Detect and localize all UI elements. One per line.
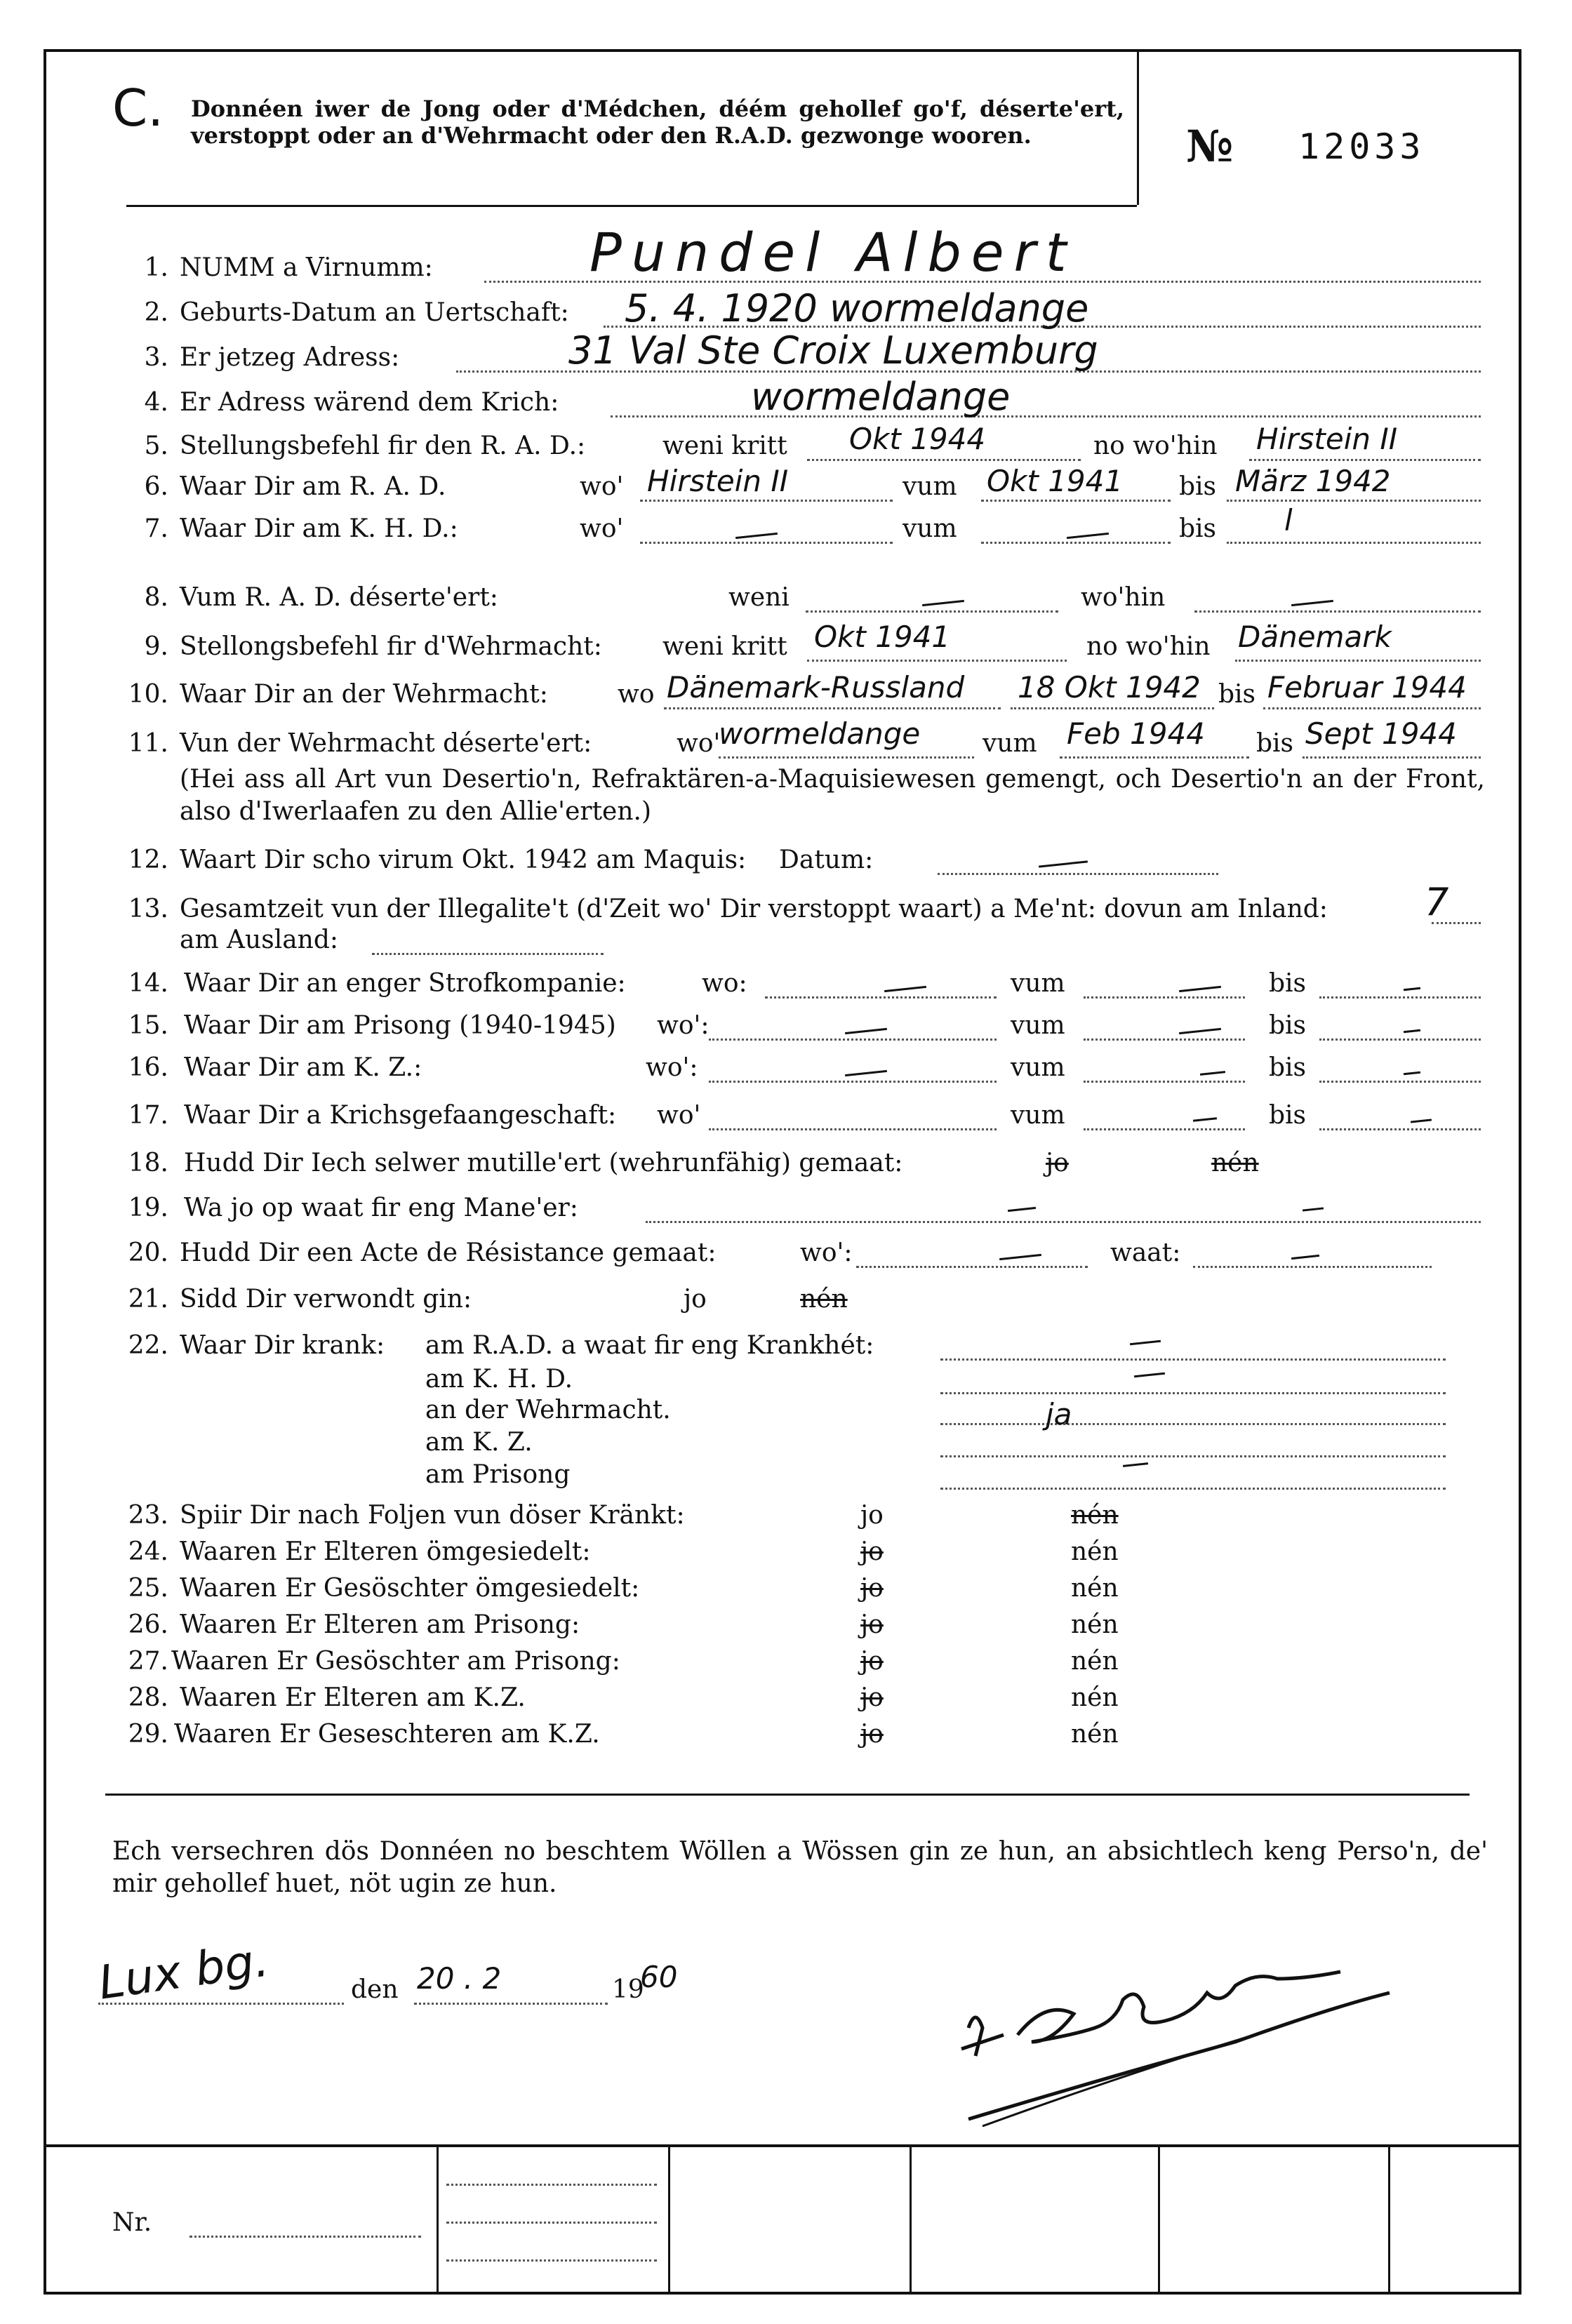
label-vum: vum [902, 472, 957, 501]
year-prefix: 19 [612, 1975, 644, 2004]
label-wo: wo': [657, 1011, 710, 1040]
label-wo: wo' [580, 514, 624, 543]
fill-line[interactable] [414, 2003, 608, 2005]
fill-line[interactable] [1084, 1128, 1245, 1130]
nr-label: Nr. [112, 2208, 152, 2237]
field-number: 7. [144, 514, 168, 543]
label-vum: vum [1011, 1101, 1065, 1130]
fill-line[interactable] [1227, 500, 1481, 502]
fill-line[interactable] [1193, 1266, 1432, 1268]
sub-label-rad: am R.A.D. a waat fir eng Krankhét: [425, 1331, 874, 1360]
handwritten-where: Hirstein II [1256, 422, 1398, 456]
option-jo[interactable]: jo [860, 1537, 884, 1566]
fill-line[interactable] [709, 1081, 997, 1083]
handwritten-inland: 7 [1425, 880, 1449, 924]
fill-line[interactable] [1303, 756, 1481, 759]
field-label: Waart Dir scho virum Okt. 1942 am Maquis: [180, 846, 747, 874]
field-number: 16. [128, 1053, 168, 1082]
field-label: Waaren Er Elteren ömgesiedelt: [180, 1537, 591, 1566]
label-bis: bis [1256, 729, 1294, 758]
field-label: Hudd Dir een Acte de Résistance gemaat: [180, 1238, 717, 1267]
fill-line[interactable] [981, 500, 1171, 502]
field-label: Waar Dir an der Wehrmacht: [180, 680, 548, 709]
handwritten-bis: März 1942 [1235, 464, 1391, 498]
fill-line[interactable] [611, 415, 1481, 418]
field-label: Geburts-Datum an Uertschaft: [180, 298, 569, 327]
handwritten-vum: Feb 1944 [1067, 716, 1205, 751]
label-when: weni kritt [662, 432, 787, 460]
fill-line[interactable] [446, 2222, 657, 2224]
field-label: Spiir Dir nach Foljen vun döser Kränkt: [180, 1501, 685, 1530]
fill-line[interactable] [765, 996, 997, 999]
field-number: 22. [128, 1331, 168, 1360]
label-wo: wo: [702, 969, 747, 998]
label-waat: waat: [1110, 1238, 1181, 1267]
fill-line[interactable] [938, 873, 1218, 875]
fill-line[interactable] [940, 1358, 1446, 1361]
handwritten-when: Okt 1941 [814, 620, 951, 654]
fill-line[interactable] [1084, 1039, 1245, 1041]
label-bis: bis [1269, 1011, 1307, 1040]
field-label: Vum R. A. D. déserte'ert: [180, 583, 498, 612]
footer-divider [437, 2144, 439, 2295]
handwritten-name: Pundel Albert [590, 221, 1077, 283]
option-jo[interactable]: jo [860, 1574, 884, 1603]
handwritten-wo: wormeldange [719, 716, 921, 751]
label-where: wo'hin [1081, 583, 1166, 612]
fill-line[interactable] [1263, 707, 1481, 709]
fill-line[interactable] [1084, 1081, 1245, 1083]
footer-top-rule [44, 2144, 1521, 2147]
option-nen[interactable]: nén [1071, 1720, 1119, 1749]
field-label: Er jetzeg Adress: [180, 343, 400, 372]
field-11-note: (Hei ass all Art vun Desertio'n, Refraktären-a-Maquisiewesen gemengt, och Desertio'n an der Front, also d'Iwerlaafen zu den Allie'erten.) [180, 765, 1485, 826]
fill-line[interactable] [1319, 1128, 1481, 1130]
footer-divider [1388, 2144, 1390, 2295]
fill-line[interactable] [664, 707, 1001, 709]
field-number: 10. [128, 680, 168, 709]
field-label: Vun der Wehrmacht déserte'ert: [180, 729, 592, 758]
option-nen[interactable]: nén [1071, 1501, 1119, 1530]
sub-label-khd: am K. H. D. [425, 1365, 573, 1394]
field-label: Sidd Dir verwondt gin: [180, 1285, 472, 1314]
option-nen[interactable]: nén [1211, 1149, 1259, 1177]
field-label: Waaren Er Gesöschter am Prisong: [171, 1647, 620, 1676]
footer-divider [910, 2144, 912, 2295]
nr-input[interactable] [189, 2236, 421, 2238]
field-label: Hudd Dir Iech selwer mutille'ert (wehrunfähig) gemaat: [184, 1149, 903, 1177]
label-wo: wo': [646, 1053, 698, 1082]
option-jo[interactable]: jo [860, 1501, 884, 1530]
label-bis: bis [1269, 1101, 1307, 1130]
handwritten-vum: Okt 1941 [987, 464, 1124, 498]
fill-line[interactable] [1235, 660, 1481, 662]
field-number: 11. [128, 729, 168, 758]
field-label: Waaren Er Geseschteren am K.Z. [174, 1720, 600, 1749]
label-date: Datum: [779, 846, 874, 874]
fill-line[interactable] [807, 660, 1067, 662]
handwritten-vum: 18 Okt 1942 [1018, 670, 1201, 704]
label-vum: vum [1011, 1053, 1065, 1082]
handwritten-place: Lux bg. [95, 1932, 272, 2010]
label-where: no wo'hin [1086, 632, 1211, 661]
handwritten-where: Dänemark [1238, 620, 1392, 654]
label-wo: wo [618, 680, 655, 709]
field-number: 2. [144, 298, 168, 327]
fill-line[interactable] [1319, 996, 1481, 999]
handwritten-date: 20 . 2 [417, 1961, 502, 1996]
sub-label-prisong: am Prisong [425, 1460, 571, 1489]
fill-line[interactable] [1011, 707, 1214, 709]
fill-line[interactable] [1249, 459, 1481, 461]
fill-line[interactable] [940, 1423, 1446, 1425]
form-title: Donnéen iwer de Jong oder d'Médchen, déém gehollef go'f, déserte'ert, verstoppt oder an d'Wehrmacht oder den R.A.D. gezwonge wooren. [191, 95, 1124, 149]
label-vum: vum [902, 514, 957, 543]
section-letter: C. [112, 79, 164, 138]
header-divider [1137, 49, 1139, 205]
handwritten-when: Okt 1944 [849, 422, 986, 456]
fill-line[interactable] [640, 500, 893, 502]
option-jo[interactable]: jo [860, 1683, 884, 1712]
option-nen[interactable]: nén [1071, 1574, 1119, 1603]
field-label: Waar Dir am Prisong (1940-1945) [184, 1011, 616, 1040]
field-number: 13. [128, 895, 168, 923]
option-nen[interactable]: nén [1071, 1537, 1119, 1566]
handwritten-war-address: wormeldange [751, 375, 1011, 419]
fill-line[interactable] [1319, 1039, 1481, 1041]
handwritten-birth: 5. 4. 1920 wormeldange [625, 286, 1089, 330]
field-label: Waar Dir am K. Z.: [184, 1053, 422, 1082]
header-rule [126, 205, 1137, 207]
label-where: no wo'hin [1093, 432, 1218, 460]
option-jo[interactable]: jo [860, 1720, 884, 1749]
fill-line[interactable] [709, 1128, 997, 1130]
option-nen[interactable]: nén [1071, 1610, 1119, 1639]
handwritten-bis: Februar 1944 [1267, 670, 1467, 704]
option-jo[interactable]: jo [860, 1610, 884, 1639]
option-nen[interactable]: nén [1071, 1647, 1119, 1676]
field-label: NUMM a Virnumm: [180, 253, 433, 282]
field-label: Waar Dir a Krichsgefaangeschaft: [184, 1101, 617, 1130]
fill-line[interactable] [1194, 610, 1481, 613]
field-label: Waar Dir krank: [180, 1331, 385, 1360]
label-vum: vum [982, 729, 1037, 758]
field-label: Waar Dir am K. H. D.: [180, 514, 458, 543]
label-when: weni [728, 583, 790, 612]
label-when: weni kritt [662, 632, 787, 661]
field-number: 24. [128, 1537, 168, 1566]
handwritten-wo: Dänemark-Russland [667, 670, 965, 704]
fill-line[interactable] [98, 2003, 344, 2005]
field-label: Wa jo op waat fir eng Mane'er: [184, 1194, 578, 1222]
field-label: Waaren Er Elteren am K.Z. [180, 1683, 526, 1712]
fill-line[interactable] [807, 459, 1081, 461]
fill-line[interactable] [856, 1266, 1088, 1268]
fill-line[interactable] [1227, 542, 1481, 544]
field-label: Gesamtzeit vun der Illegalite't (d'Zeit wo' Dir verstoppt waart) a Me'nt: dovun am Inland: [180, 895, 1328, 923]
option-jo[interactable]: jo [1046, 1149, 1069, 1177]
field-label: Stellongsbefehl fir d'Wehrmacht: [180, 632, 602, 661]
fill-line[interactable] [1084, 996, 1245, 999]
field-label: Waaren Er Gesöschter ömgesiedelt: [180, 1574, 640, 1603]
fill-line[interactable] [981, 542, 1171, 544]
field-label: Waaren Er Elteren am Prisong: [180, 1610, 580, 1639]
fill-line[interactable] [1319, 1081, 1481, 1083]
label-den: den [351, 1975, 399, 2004]
field-number: 17. [128, 1101, 168, 1130]
handwritten-bis: Sept 1944 [1305, 716, 1457, 751]
option-jo[interactable]: jo [860, 1647, 884, 1676]
label-wo: wo' [677, 729, 721, 758]
handwritten-wehrmacht: ja [1046, 1397, 1072, 1431]
handwritten-wo: Hirstein II [647, 464, 789, 498]
field-label: Er Adress wärend dem Krich: [180, 388, 559, 417]
label-bis: bis [1179, 514, 1217, 543]
field-number: 21. [128, 1285, 168, 1314]
fill-line[interactable] [646, 1221, 1481, 1223]
label-wo: wo' [657, 1101, 701, 1130]
field-number: 27. [128, 1647, 168, 1676]
field-number: 1. [144, 253, 168, 282]
label-wo: wo' [580, 472, 624, 501]
field-label: Stellungsbefehl fir den R. A. D.: [180, 432, 586, 460]
option-jo[interactable]: jo [684, 1285, 707, 1314]
handwritten-address: 31 Val Ste Croix Luxemburg [568, 328, 1098, 373]
section-separator [105, 1794, 1470, 1796]
label-bis: bis [1269, 969, 1307, 998]
field-number: 25. [128, 1574, 168, 1603]
field-number: 20. [128, 1238, 168, 1267]
option-nen[interactable]: nén [800, 1285, 848, 1314]
fill-line[interactable] [806, 610, 1058, 613]
field-number: 23. [128, 1501, 168, 1530]
fill-line[interactable] [446, 2259, 657, 2262]
form-number: 12033 [1298, 126, 1425, 167]
signature-icon [940, 1951, 1446, 2133]
field-number: 15. [128, 1011, 168, 1040]
field-number: 9. [144, 632, 168, 661]
footer-divider [1158, 2144, 1160, 2295]
footer-divider [668, 2144, 670, 2295]
fill-line[interactable] [446, 2184, 657, 2186]
sub-label-kz: am K. Z. [425, 1428, 533, 1457]
label-bis: bis [1179, 472, 1217, 501]
field-number: 26. [128, 1610, 168, 1639]
option-nen[interactable]: nén [1071, 1683, 1119, 1712]
declaration-text: Ech versechren dös Donnéen no beschtem Wöllen a Wössen gin ze hun, an absichtlech keng Perso'n, de' mir gehollef huet, nöt ugin ze hun. [112, 1837, 1488, 1898]
label-ausland: am Ausland: [180, 926, 339, 954]
field-label: Waar Dir an enger Strofkompanie: [184, 969, 626, 998]
label-wo: wo': [800, 1238, 853, 1267]
field-number: 8. [144, 583, 168, 612]
field-number: 29. [128, 1720, 168, 1749]
field-number: 19. [128, 1194, 168, 1222]
field-number: 5. [144, 432, 168, 460]
sub-label-wehrmacht: an der Wehrmacht. [425, 1396, 671, 1424]
label-vum: vum [1011, 1011, 1065, 1040]
field-number: 18. [128, 1149, 168, 1177]
field-number: 14. [128, 969, 168, 998]
fill-line[interactable] [372, 953, 604, 955]
fill-line[interactable] [640, 542, 893, 544]
field-number: 12. [128, 846, 168, 874]
fill-line[interactable] [709, 1039, 997, 1041]
fill-line[interactable] [940, 1488, 1446, 1490]
field-number: 4. [144, 388, 168, 417]
field-label: Waar Dir am R. A. D. [180, 472, 446, 501]
field-number: 6. [144, 472, 168, 501]
fill-line[interactable] [1060, 756, 1249, 759]
label-vum: vum [1011, 969, 1065, 998]
handwritten-bis: l [1284, 503, 1293, 537]
handwritten-year: 60 [640, 1960, 678, 1994]
fill-line[interactable] [940, 1392, 1446, 1394]
label-bis: bis [1269, 1053, 1307, 1082]
fill-line[interactable] [719, 756, 974, 759]
field-number: 28. [128, 1683, 168, 1712]
number-sign: № [1186, 121, 1234, 172]
label-bis: bis [1218, 680, 1256, 709]
field-number: 3. [144, 343, 168, 372]
fill-line[interactable] [940, 1455, 1446, 1457]
